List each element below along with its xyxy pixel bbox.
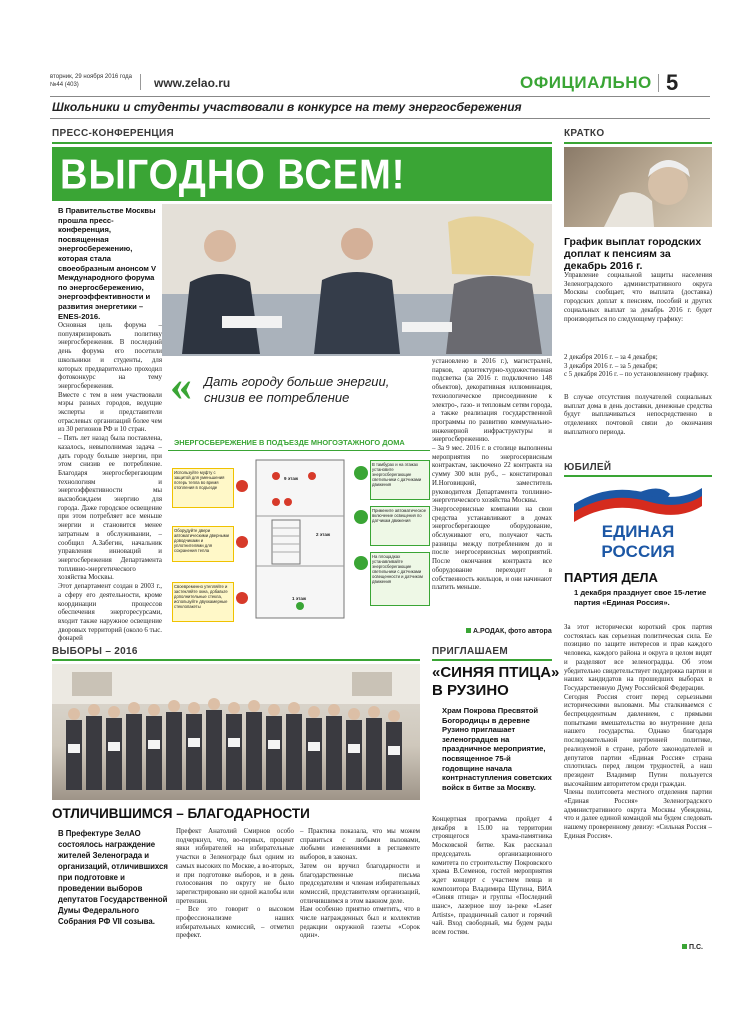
invite-headline-2: В РУЗИНО	[432, 682, 509, 699]
logo-word-top: ЕДИНАЯ	[601, 522, 675, 541]
lamp-icon	[354, 466, 368, 480]
divider	[658, 74, 659, 92]
schedule-item: 2 декабря 2016 г. – за 4 декабря;	[564, 354, 658, 361]
issue-date: вторник, 29 ноября 2016 года	[50, 74, 133, 80]
section-rule	[52, 659, 420, 661]
byline-text: А.РОДАК, фото автора	[473, 628, 552, 635]
floor-label: 2 этаж	[316, 532, 331, 537]
callout-left-3: Своевременно утепляйте и застекляйте окна, добавьте дополнительные стекла, используйте двухкамерные стеклопакеты	[172, 582, 234, 622]
press-col1: Основная цель форума – популяризировать политику энергосбережения. В последний день форума его посетили школьники и студенты, для которых предварительно проходил фотоконкурс на тему энергосбережения. Вместе с тем в нем участвовали мэры разных городов, ведущие эксперты и представители отраслевых организаций более чем из 30 регионов РФ и 10 стран. – Пять лет назад была поставлена, казалось, невыполнимая задача – дать городу больше энергии, при этом снизив ее потребление. Благодаря энергосберегающим технологиям и энергоэффективности мы высвобождаем энергию для города. Даже городское освещение при этом потребляет все меньше энергии и становится менее затратным в обслуживании, – сообщил А.Забегин, начальник управления инноваций и энергосбережения Департамента топливно-энергетического хозяйства Москвы. Этот департамент создан в 2003 г., а сферу его деятельности, кроме координации процессов обеспечения энергоресурсами, входит также наружное освещение дворовых территорий (около 6 тыс. фонарей	[58, 322, 162, 643]
elections-col2: – Практика показала, что мы можем справиться с любыми вызовами, любыми изменениями в регламенте выборов, в законах. Затем он вручил благодарности и благодарственные письма председателям и членам избирательных комиссий, представителям организаций, отличившимся в этом важном деле. Нам особенно приятно отметить, что в числе награжденных был и коллектив редакции окружной газеты «Сорок один».	[300, 828, 420, 940]
conference-photo	[162, 204, 552, 356]
section-label-invite: ПРИГЛАШАЕМ	[432, 646, 508, 657]
invite-headline-1: «СИНЯЯ ПТИЦА»	[432, 664, 560, 681]
kratko-schedule	[564, 354, 712, 380]
yubiley-lead: 1 декабря празднует свое 15-летие партия «Единая Россия».	[574, 588, 707, 607]
issue-number: №44 (403)	[50, 82, 79, 88]
yubiley-byline	[682, 944, 703, 951]
section-rule	[52, 142, 552, 144]
infographic	[168, 438, 430, 624]
section-label-press: ПРЕСС-КОНФЕРЕНЦИЯ	[52, 128, 174, 139]
party-logo	[564, 480, 712, 566]
page-number: 5	[666, 70, 679, 95]
section-label-kratko: КРАТКО	[564, 128, 605, 139]
callout-left-1: Используйте муфту с защитой для уменьшения потерь тепла во время отопления в подъезде	[172, 468, 234, 508]
pensioner-scene	[564, 147, 712, 227]
quote-text: Дать городу больше энергии, снизив ее потребление	[204, 374, 390, 405]
schedule-item: 3 декабря 2016 г. – за 5 декабря;	[564, 362, 658, 370]
kratko-headline: График выплат городских доплат к пенсиям за декабрь 2016 г.	[564, 236, 702, 272]
callout-right-2: Примените автоматическое включение освещения по датчикам движения	[370, 506, 430, 546]
infographic-title: ЭНЕРГОСБЕРЕЖЕНИЕ В ПОДЪЕЗДЕ МНОГОЭТАЖНОГО ДОМА	[174, 438, 405, 447]
door-closer-icon	[236, 536, 248, 548]
divider	[140, 74, 141, 90]
pull-quote	[170, 361, 428, 416]
logo-word-bottom: РОССИЯ	[601, 542, 675, 561]
floor-label: 9 этаж	[284, 476, 299, 481]
schedule-item: с 5 декабря 2016 г. – по установленному графику.	[564, 371, 709, 379]
infographic-rule	[168, 450, 430, 451]
sensor-icon	[354, 510, 368, 524]
award-group-photo	[52, 664, 420, 800]
byline-text: П.С.	[689, 944, 703, 951]
callout-right-3: На площадках устанавливайте энергосберегающие светильники с датчиками освещенности и датчиком движения	[370, 552, 430, 606]
invite-text: Концертная программа пройдет 4 декабря в 15.00 на территории строящегося храма-памятника Московской битве. Как рассказал председатель организационного комитета по строительству Покровского храма В.Семенов, гостей мероприятия ждет концерт с участием певца и композитора Владимира Шутина, ВИА «Синяя птица» и группы «Последний шанс», лазерное шоу за-реке «Laser Artists», праздничный салют и горячий чай. Вход свободный, мы будем рады всем гостям.	[432, 816, 552, 937]
press-lead: В Правительстве Москвы прошла пресс-конференция, посвященная энергосбережению, которая стала своеобразным анонсом V Международного форума по энергосбережению, энергоэффективности и развития энергетики – ENES-2016.	[58, 206, 157, 321]
radiator-icon	[236, 480, 248, 492]
elections-lead: В Префектуре ЗелАО состоялось награждение жителей Зеленограда и организаций, отличившихся при подготовке и проведении выборов депутатов Государственной Думы Федерального Собрания РФ VII созыва.	[58, 829, 168, 926]
floor-label: 1 этаж	[292, 596, 307, 601]
quote-mark-icon: «	[170, 361, 192, 410]
pensioner-photo	[564, 147, 712, 227]
window-icon	[236, 592, 248, 604]
section-rule	[432, 659, 552, 661]
section-label-elections: ВЫБОРЫ – 2016	[52, 646, 138, 657]
light-icon	[354, 556, 368, 570]
banner-rule-top	[50, 96, 710, 97]
press-byline	[466, 628, 552, 635]
invite-lead: Храм Покрова Пресвятой Богородицы в деревне Рузино приглашает зеленоградцев на праздничное мероприятие, посвященное 75-й годовщине начала контрнаступления советских войск в битве за Москву.	[442, 706, 552, 792]
byline-marker-icon	[466, 628, 471, 633]
section-name: ОФИЦИАЛЬНО	[520, 73, 652, 92]
elections-headline: ОТЛИЧИВШИМСЯ – БЛАГОДАРНОСТИ	[52, 806, 310, 821]
headline-box	[52, 147, 552, 201]
group-scene	[52, 664, 420, 800]
section-rule	[564, 142, 712, 144]
banner-rule-bottom	[50, 118, 710, 119]
elections-col1: Префект Анатолий Смирнов особо подчеркнул, что, во-первых, процент явки избирателей на избирательные участки в Зеленограде был одним из самых высоких по Москве, а во-вторых, и при подготовке выборов, и в день голосования по округу не было зарегистрировано ни одной жалобы или претензии. – Все это говорит о высоком профессионализме наших избирательных комиссий, – отметил префект.	[176, 828, 294, 940]
conference-scene	[162, 204, 552, 356]
byline-marker-icon	[682, 944, 687, 949]
yubiley-text: За этот исторически короткий срок партия состоялась как серьезная политическая сила. Ее позицию по защите интересов и прав каждого человека, каждого района и округа в целом видят и разделяют все зеленоградцы. Об этом убедительно свидетельствует поддержка партии и наших кандидатов на прошедших выборах в Государственную Думу Российской Федерации. Сегодня Россия стоит перед серьезными историческими вызовами. Мы сталкиваемся с беспрецедентным давлением, с прямыми попытками вмешательства во внутренние дела нашего государства. Однако благодаря последовательной внутренней политике, реализуемой в стране, работе законодателей и депутатов партии «Единая Россия» страна сплотилась перед лицом трудностей, а наш президент Владимир Путин пользуется высочайшим авторитетом среди граждан. Члены политсовета местного отделения партии «Единая Россия» Зеленоградского административного округа Москвы убеждены, что и далее единой командой мы будем следовать нашему проверенному девизу: «Сильная Россия – Единая Россия».	[564, 624, 712, 840]
banner-text: Школьники и студенты участвовали в конкурсе на тему энергосбережения	[52, 100, 522, 114]
headline: ВЫГОДНО ВСЕМ!	[60, 152, 406, 199]
site-url[interactable]: www.zelao.ru	[154, 76, 231, 90]
press-col2: установлено в 2016 г.), магистралей, парков, архитектурно-художественная подсветка (за 2016 г. подключено 148 объектов), декоративная иллюминация, технологическое присоединение к электро-, газо- и тепловым сетям города, а также реализация государственной программы по развитию коммунально-инженерной инфраструктуры и энергосбережению. – За 9 мес. 2016 г. в столице выполнены мероприятия по энергосервисным контрактам, заключено 22 контракта на сумму 300 млн руб., – констатировал И.Ноговицкий, заместитель руководителя Департамента топливно-энергетического хозяйства Москвы. Энергосервисные компании на свои средства устанавливают в домах энергосберегающее оборудование, обслуживают его, получают часть разницы между потреблением до и после энергосервисных мероприятий. После окончания контракта все оборудование переходит в собственность жильцов, и они начинают платить меньше.	[432, 358, 552, 592]
callout-left-2: Оборудуйте двери автоматическими дверными доводчиками и уплотнителями для сохранения тепла	[172, 526, 234, 562]
bear-flag-icon	[570, 486, 706, 526]
kratko-text2: В случае отсутствия получателей социальных выплат дома в день доставки, денежные средства будут выплачиваться непосредственно в отделениях почтовой связи до окончания выплатного периода.	[564, 394, 712, 436]
kratko-text: Управление социальной защиты населения Зеленоградского административного округа Москвы сообщает, что выплата (доставка) городских доплат к пенсиям, пособий и других социальных выплат за декабрь 2016 г. будет производиться по следующему графику:	[564, 272, 712, 323]
section-rule	[564, 475, 712, 477]
yubiley-headline: ПАРТИЯ ДЕЛА	[564, 570, 658, 585]
callout-right-1: В тамбурах и на этажах установите энергосберегающие светильники с датчиками движения	[370, 460, 430, 500]
section-label-yubiley: ЮБИЛЕЙ	[564, 462, 612, 473]
masthead	[50, 70, 710, 96]
